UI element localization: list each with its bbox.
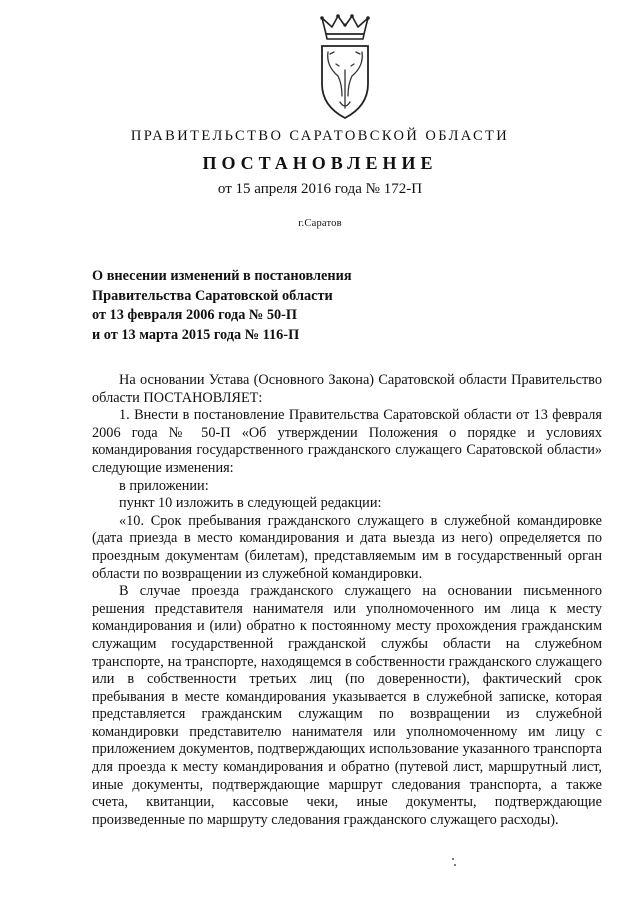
subject-line: от 13 февраля 2006 года № 50-П [92,307,298,324]
scan-speck [452,858,454,860]
subject-line: О внесении изменений в постановления [92,268,352,284]
document-date-number: от 15 апреля 2016 года № 172-П [217,181,423,197]
document-city: г.Саратов [298,218,342,229]
subject-line: и от 13 марта 2015 года № 116-П [92,326,300,343]
body-paragraph-transport-case: В случае проезда гражданского служащего на основании письменного решения представителя нанимателя или уполномоченного им лица к месту командирования и (или) обратно к постоянному месту прохождения гражданским служащим государственной гражданской службы области на служебном транспорте, на транспорте, находящемся в собственности гражданского служащего или в собственности третьих лиц (по доверенности), фактический срок пребывания в месте командирования указывается в служебной записке, которая представляется гражданским служащим по возвращении из служебной командировки представителю нанимателя или уполномоченному им лицу с приложением документов, подтверждающих использование указанного транспорта для проезда к месту командирования и обратно (путевой лист, маршрутный лист, иные документы, подтверждающие маршрут следования транспорта, а также счета, квитанции, кассовые чеки, иные документы, подтверждающие произведенные по маршруту следования гражданского служащего расходы). [92,583,602,828]
document-type-title: ПОСТАНОВЛЕНИЕ [202,153,438,173]
body-paragraph-clause-10-text: «10. Срок пребывания гражданского служащего в служебной командировке (дата приезда в место командирования и дата выезда из него) определяется по проездным документам (билетам), представляемым им в государственный орган области по возвращении из служебной командировки. [92,512,602,582]
scan-speck [454,864,456,866]
saratov-coat-of-arms-icon [316,14,374,122]
subject-line: Правительства Саратовской области [92,287,333,304]
document-subject [92,267,512,345]
organization-name: ПРАВИТЕЛЬСТВО САРАТОВСКОЙ ОБЛАСТИ [130,128,510,144]
body-paragraph-item-1: 1. Внести в постановление Правительства Саратовской области от 13 февраля 2006 года № 50-П «Об утверждении Положения о порядке и условиях командирования государственного гражданского служащего Саратовской области» следующие изменения: [92,407,602,476]
body-paragraph-preamble: На основании Устава (Основного Закона) Саратовской области Правительство области ПОСТАНОВЛЯЕТ: [92,372,602,406]
body-paragraph-annex: в приложении: [119,477,209,494]
document-body [92,372,602,829]
body-paragraph-clause-10: пункт 10 изложить в следующей редакции: [119,495,382,512]
